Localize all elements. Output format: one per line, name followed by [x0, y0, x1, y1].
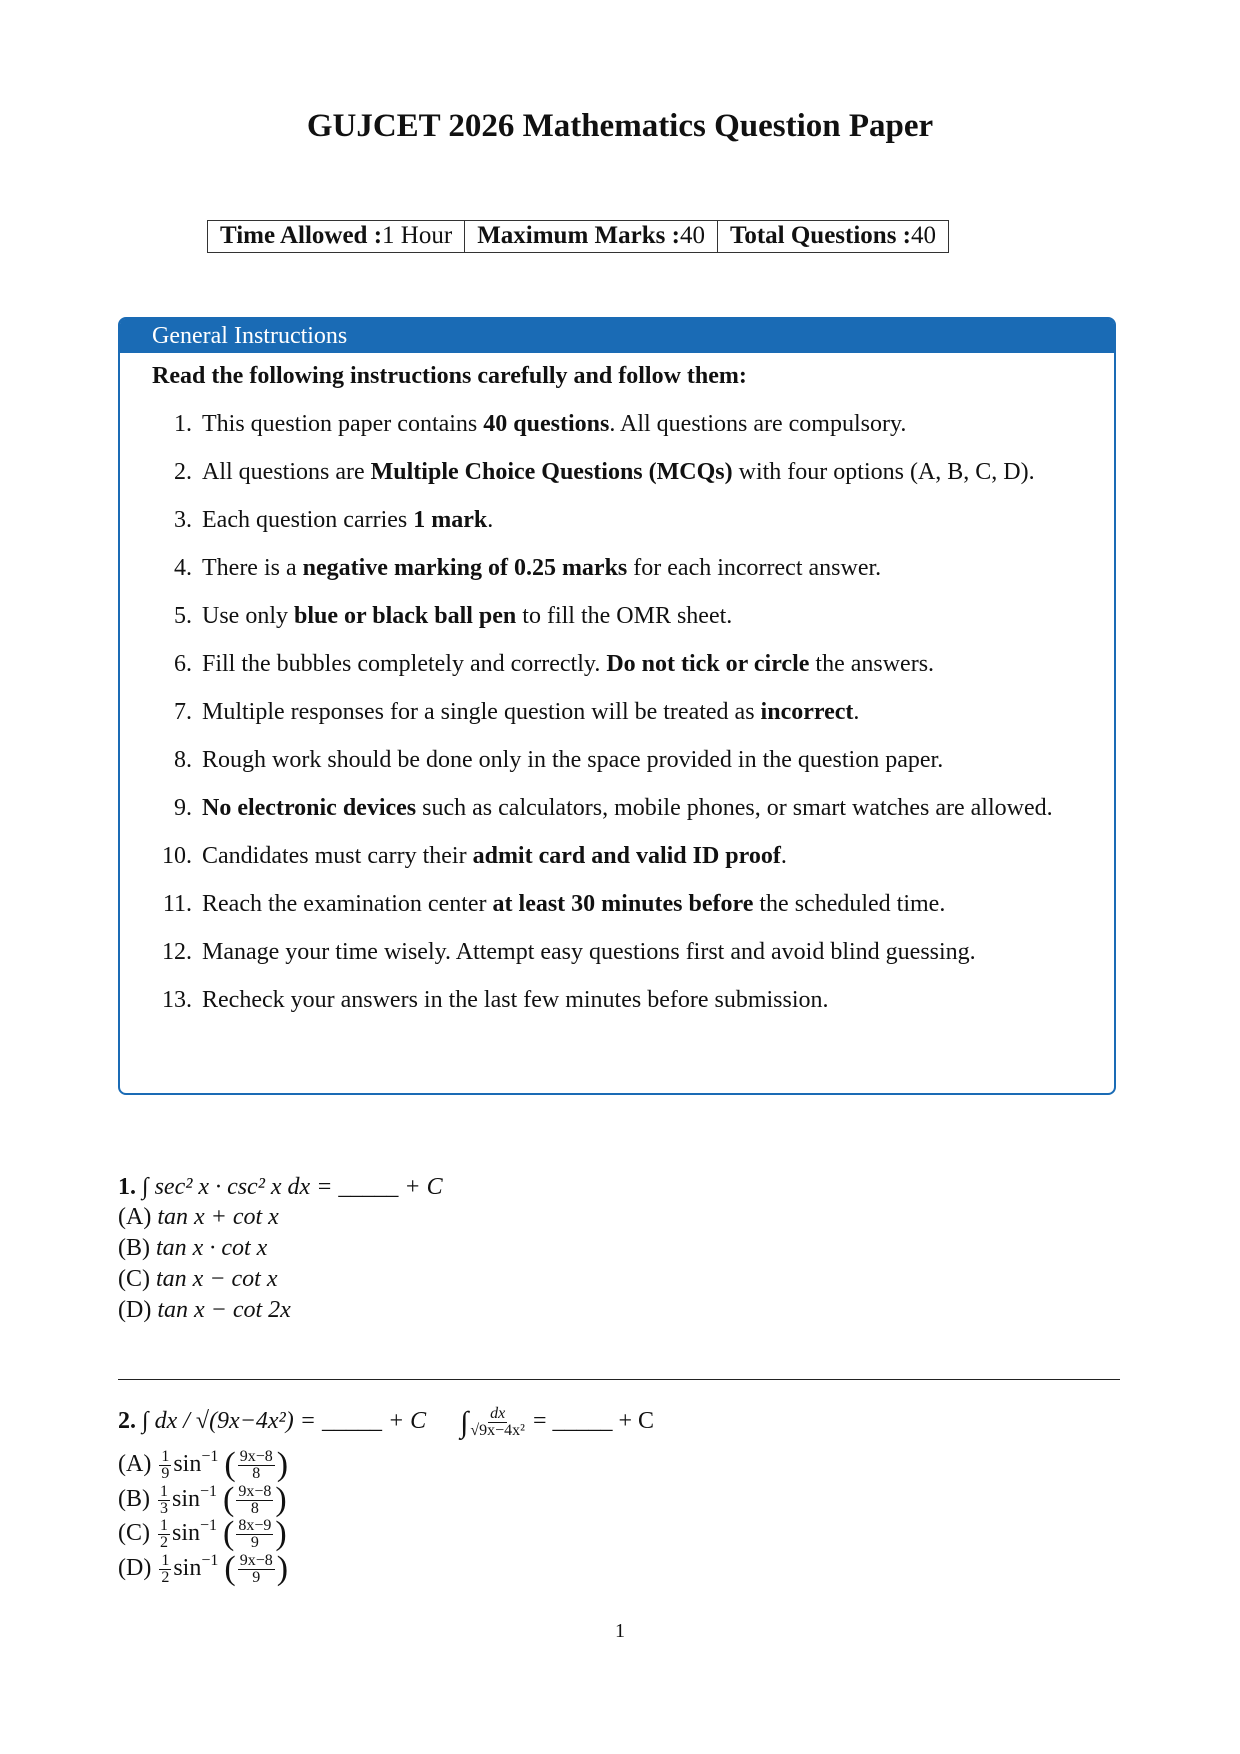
- option-a: (A) $\frac{1}{9}$ $\sin^{-1}$ ( $\frac{9x-8}{8}$ ): [118, 1446, 289, 1483]
- question-2: [118, 1406, 654, 1440]
- question-number: 2.: [118, 1408, 136, 1435]
- general-instructions-box: [118, 317, 1116, 1095]
- question-stem: ∫ sec² x · csc² x dx = _____ + C: [142, 1174, 443, 1200]
- instruction-item: 13. Recheck your answers in the last few minutes before submission.: [162, 987, 829, 1013]
- option-b: (B) $\frac{1}{3}$ $\sin^{-1}$ ( $\frac{9x-8}{8}$ ): [118, 1481, 287, 1518]
- question-stem: ∫ dx / √(9x−4x²) = _____ + C: [142, 1408, 427, 1435]
- instruction-item: 8. Rough work should be done only in the space provided in the question paper.: [174, 747, 944, 773]
- page-title: GUJCET 2026 Mathematics Question Paper: [306, 108, 934, 144]
- instruction-item: 11. Reach the examination center at least 30 minutes before the scheduled time.: [162, 891, 946, 917]
- option-d: (D) tan x − cot 2x: [118, 1297, 291, 1323]
- question-1: [118, 1174, 443, 1201]
- instructions-list: [152, 409, 1082, 1033]
- exam-info-table: [207, 220, 949, 253]
- time-allowed: Time Allowed :1 Hour: [208, 221, 465, 253]
- question-divider: [118, 1379, 1120, 1380]
- option-a: (A) tan x + cot x: [118, 1204, 279, 1230]
- question-number: 1.: [118, 1174, 136, 1200]
- instruction-item: 7. Multiple responses for a single question will be treated as incorrect.: [174, 699, 860, 725]
- instruction-item: 9. No electronic devices such as calculators, mobile phones, or smart watches are allowed.: [174, 795, 1053, 821]
- maximum-marks: Maximum Marks :40: [465, 221, 718, 253]
- instruction-item: 4. There is a negative marking of 0.25 marks for each incorrect answer.: [174, 555, 882, 581]
- instruction-item: 10. Candidates must carry their admit card and valid ID proof.: [162, 843, 787, 869]
- question-stem-fraction-form: ∫ $\frac{dx}{\text{√9x−4x²}}$ = _____ + C: [460, 1405, 655, 1440]
- option-c: (C) tan x − cot x: [118, 1266, 278, 1292]
- instruction-item: 12. Manage your time wisely. Attempt easy questions first and avoid blind guessing.: [162, 939, 976, 965]
- total-questions: Total Questions :40: [717, 221, 948, 253]
- instruction-item: 5. Use only blue or black ball pen to fill the OMR sheet.: [174, 603, 733, 629]
- instructions-heading: General Instructions: [120, 319, 1114, 353]
- instruction-item: 6. Fill the bubbles completely and correctly. Do not tick or circle the answers.: [174, 651, 935, 677]
- instruction-item: 1. This question paper contains 40 questions. All questions are compulsory.: [174, 411, 907, 437]
- option-c: (C) $\frac{1}{2}$ $\sin^{-1}$ ( $\frac{8x-9}{9}$ ): [118, 1515, 287, 1552]
- option-d: (D) $\frac{1}{2}$ $\sin^{-1}$ ( $\frac{9x-8}{9}$ ): [118, 1550, 289, 1587]
- option-b: (B) tan x · cot x: [118, 1235, 268, 1261]
- page-number: 1: [615, 1620, 625, 1642]
- instructions-lead: Read the following instructions carefully and follow them:: [152, 363, 747, 389]
- instruction-item: 2. All questions are Multiple Choice Questions (MCQs) with four options (A, B, C, D).: [174, 459, 1035, 485]
- instruction-item: 3. Each question carries 1 mark.: [174, 507, 494, 533]
